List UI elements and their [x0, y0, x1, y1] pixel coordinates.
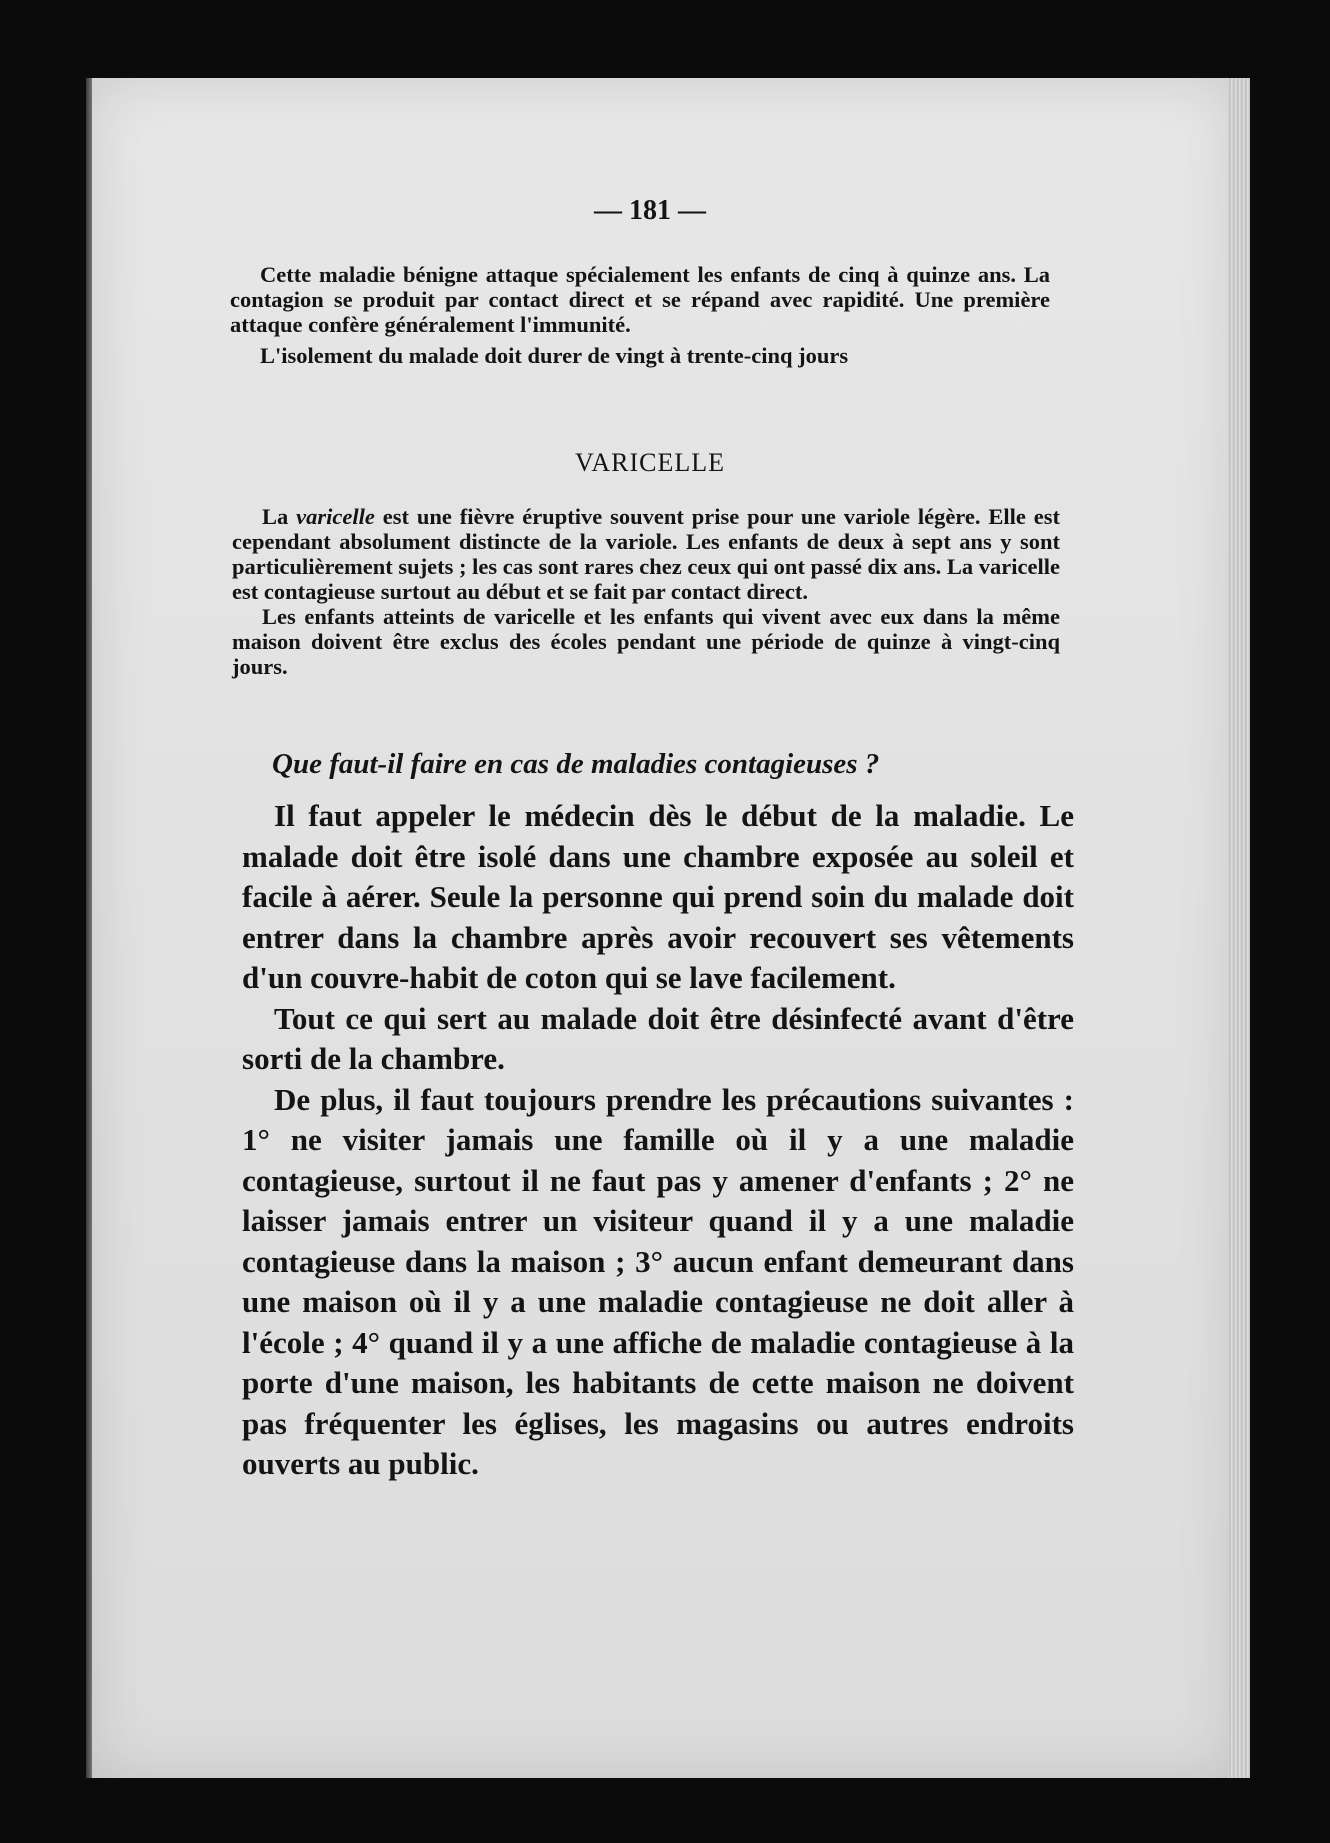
answer-paragraph-2: Tout ce qui sert au malade doit être désinfecté avant d'être sorti de la chambre. — [242, 1000, 1074, 1076]
varicelle-term: varicelle — [296, 504, 375, 529]
answer-paragraph-3: De plus, il faut toujours prendre les précautions suivantes : 1° ne visiter jamais une famille où il y a une maladie contagieuse, surtout il ne faut pas y amener d'enfants ; 2° ne laisser jamais entrer un visiteur quand il y a une maladie contagieuse dans la maison ; 3° aucun enfant demeurant dans une maison où il y a une maladie contagieuse ne doit aller à l'école ; 4° quand il y a une affiche de maladie contagieuse à la porte d'une maison, les habitants de cette maison ne doivent pas fréquenter les églises, les magasins ou autres endroits ouverts au public. — [242, 1081, 1074, 1481]
varicelle-paragraph-2: Les enfants atteints de varicelle et les enfants qui vivent avec eux dans la même maison doivent être exclus des écoles pendant une période de quinze à vingt-cinq jours. — [232, 604, 1060, 679]
intro-paragraph-2: L'isolement du malade doit durer de vingt à trente-cinq jours — [260, 343, 849, 368]
varicelle-text — [232, 504, 1060, 679]
intro-text — [230, 262, 1050, 368]
question-heading: Que faut-il faire en cas de maladies contagieuses ? — [272, 748, 880, 780]
page-number: — 181 — — [594, 195, 706, 226]
varicelle-p1-rest: est une fièvre éruptive souvent prise pour une variole légère. Elle est cependant absolument distincte de la variole. Les enfants de deux à sept ans y sont particulièrement sujets ; les cas sont rares chez ceux qui ont passé dix ans. La varicelle est contagieuse surtout au début et se fait par contact direct. — [232, 504, 1061, 604]
varicelle-paragraph-1 — [232, 504, 1060, 604]
section-heading-varicelle: VARICELLE — [574, 448, 726, 477]
intro-paragraph-1: Cette maladie bénigne attaque spécialement les enfants de cinq à quinze ans. La contagion se produit par contact direct et se répand avec rapidité. Une première attaque confère généralement l'immunité. — [230, 262, 1050, 337]
page-edges — [1228, 78, 1250, 1778]
answer-paragraph-1: Il faut appeler le médecin dès le début de la maladie. Le malade doit être isolé dans une chambre exposée au soleil et facile à aérer. Seule la personne qui prend soin du malade doit entrer dans la chambre après avoir recouvert ses vêtements d'un couvre-habit de coton qui se lave facilement. — [242, 798, 1074, 995]
answer-text — [242, 796, 1074, 1485]
varicelle-p1-start: La — [262, 504, 297, 529]
